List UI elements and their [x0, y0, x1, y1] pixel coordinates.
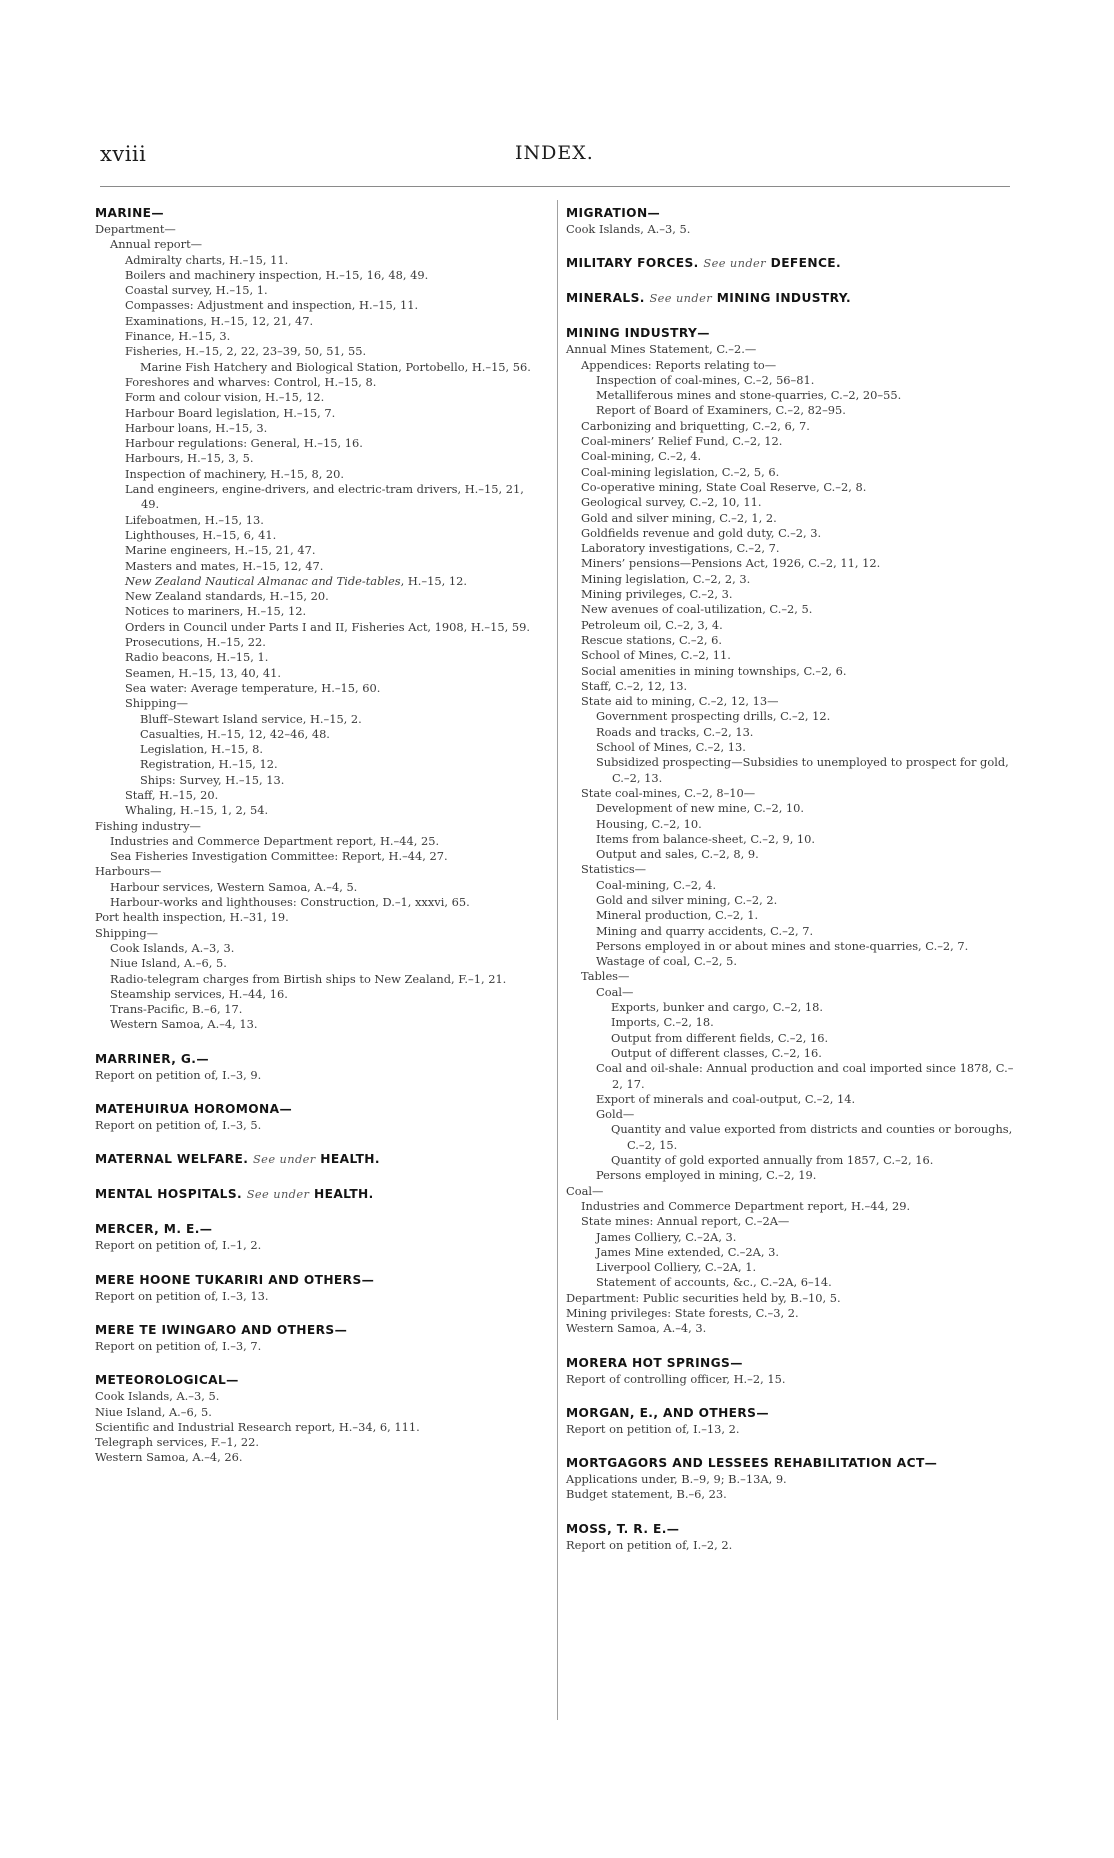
index-line: Harbour loans, H.–15, 3.	[125, 420, 268, 435]
index-line: New Zealand standards, H.–15, 20.	[125, 589, 329, 604]
index-line: Examinations, H.–15, 12, 21, 47.	[125, 313, 314, 328]
entry-heading: MOSS, T. R. E.—	[566, 1521, 680, 1536]
index-line: Boilers and machinery inspection, H.–15, 16, 48, 49.	[125, 267, 429, 282]
index-line: Coal-mining, C.–2, 4.	[596, 877, 717, 892]
index-line: Staff, H.–15, 20.	[125, 787, 219, 802]
index-line: Ships: Survey, H.–15, 13.	[140, 772, 285, 787]
index-line: School of Mines, C.–2, 13.	[596, 740, 746, 755]
index-line: Industries and Commerce Department report, H.–44, 29.	[581, 1198, 911, 1213]
index-line: Petroleum oil, C.–2, 3, 4.	[581, 617, 723, 632]
index-line: Western Samoa, A.–4, 26.	[95, 1450, 243, 1465]
see-under-text: See under	[246, 1187, 310, 1202]
see-target: MINING INDUSTRY.	[716, 291, 851, 306]
index-line: Coastal survey, H.–15, 1.	[125, 283, 268, 298]
index-line: Orders in Council under Parts I and II, Fisheries Act, 1908, H.–15, 59.	[125, 619, 530, 634]
index-line: Niue Island, A.–6, 5.	[95, 1404, 212, 1419]
index-line: Department: Public securities held by, B.–10, 5.	[566, 1290, 841, 1305]
index-line: Harbours, H.–15, 3, 5.	[125, 451, 254, 466]
index-line: Social amenities in mining townships, C.–2, 6.	[581, 663, 847, 678]
index-line: Budget statement, B.–6, 23.	[566, 1487, 727, 1502]
entry-heading: METEOROLOGICAL—	[95, 1373, 239, 1388]
see-target: DEFENCE.	[770, 256, 842, 271]
index-line: Liverpool Colliery, C.–2A, 1.	[596, 1260, 757, 1275]
index-line: Legislation, H.–15, 8.	[140, 742, 264, 757]
index-line: Report of controlling officer, H.–2, 15.	[566, 1371, 786, 1386]
index-line: Marine engineers, H.–15, 21, 47.	[125, 543, 316, 558]
heading-text: MERE TE IWINGARO AND OTHERS	[95, 1322, 335, 1337]
heading-text: METEOROLOGICAL	[95, 1373, 227, 1388]
index-line: Statistics—	[581, 862, 647, 877]
index-line: Goldfields revenue and gold duty, C.–2, 3.	[581, 525, 822, 540]
index-line: Appendices: Reports relating to—	[581, 357, 777, 372]
index-line: Coal—	[596, 984, 634, 999]
index-line: Shipping—	[95, 925, 159, 940]
index-line: Output of different classes, C.–2, 16.	[611, 1045, 822, 1060]
index-line: State mines: Annual report, C.–2A—	[581, 1214, 790, 1229]
index-line: Report on petition of, I.–3, 7.	[95, 1338, 262, 1353]
index-line: Government prospecting drills, C.–2, 12.	[596, 709, 831, 724]
index-entry	[95, 1101, 538, 1133]
index-line: Registration, H.–15, 12.	[140, 757, 278, 772]
page-header	[100, 142, 1010, 182]
entry-heading	[566, 255, 1016, 272]
index-line: Coal and oil-shale: Annual production and coal imported since 1878, C.–2, 17.	[596, 1061, 1014, 1091]
heading-text: MORTGAGORS AND LESSEES REHABILITATION ACT	[566, 1456, 925, 1471]
index-line: Gold and silver mining, C.–2, 1, 2.	[581, 510, 777, 525]
index-line: Gold—	[596, 1107, 635, 1122]
index-entry	[566, 1405, 1016, 1437]
index-line: Mineral production, C.–2, 1.	[596, 908, 759, 923]
index-entry	[566, 290, 1016, 307]
index-line: Seamen, H.–15, 13, 40, 41.	[125, 665, 282, 680]
page-number: xviii	[100, 142, 147, 166]
see-under-text: See under	[252, 1152, 316, 1167]
index-line: New avenues of coal-utilization, C.–2, 5.	[581, 602, 813, 617]
index-line: Bluff–Stewart Island service, H.–15, 2.	[140, 711, 362, 726]
entry-heading: MORTGAGORS AND LESSEES REHABILITATION ACT—	[566, 1456, 938, 1471]
index-line: Report of Board of Examiners, C.–2, 82–95.	[596, 403, 846, 418]
heading-text: MATEHUIRUA HOROMONA	[95, 1102, 280, 1117]
heading-text: MENTAL HOSPITALS.	[95, 1187, 243, 1202]
heading-text: MILITARY FORCES.	[566, 256, 699, 271]
index-line: Staff, C.–2, 12, 13.	[581, 678, 688, 693]
index-line: Report on petition of, I.–3, 5.	[95, 1118, 262, 1133]
heading-text: MORGAN, E., AND OTHERS	[566, 1405, 757, 1420]
index-line: Land engineers, engine-drivers, and electric-tram drivers, H.–15, 21, 49.	[125, 482, 524, 512]
index-line: Western Samoa, A.–4, 13.	[110, 1017, 258, 1032]
index-line: Metalliferous mines and stone-quarries, C.–2, 20–55.	[596, 388, 902, 403]
entry-heading: MATEHUIRUA HOROMONA—	[95, 1102, 293, 1117]
heading-text: MORERA HOT SPRINGS	[566, 1355, 731, 1370]
index-entry	[95, 1051, 538, 1083]
index-line: Scientific and Industrial Research report, H.–34, 6, 111.	[95, 1419, 420, 1434]
index-line: Mining privileges: State forests, C.–3, 2.	[566, 1306, 799, 1320]
entry-heading: MERE HOONE TUKARIRI AND OTHERS—	[95, 1272, 375, 1287]
index-line: Development of new mine, C.–2, 10.	[596, 801, 805, 816]
see-target: HEALTH.	[320, 1152, 380, 1167]
index-entry	[95, 1186, 538, 1203]
index-entry	[95, 1272, 538, 1304]
index-line: Carbonizing and briquetting, C.–2, 6, 7.	[581, 418, 810, 433]
index-line: Harbour regulations: General, H.–15, 16.	[125, 436, 363, 451]
header-rule	[100, 186, 1010, 187]
index-line: Report on petition of, I.–1, 2.	[95, 1238, 262, 1253]
index-line: Prosecutions, H.–15, 22.	[125, 635, 266, 650]
entry-heading	[95, 1151, 538, 1168]
index-line: Mining legislation, C.–2, 2, 3.	[581, 571, 751, 586]
index-line: Sea water: Average temperature, H.–15, 60.	[125, 680, 381, 695]
index-line: James Mine extended, C.–2A, 3.	[596, 1244, 779, 1259]
publication-title: New Zealand Nautical Almanac and Tide-tables	[125, 573, 401, 588]
index-line: Mining privileges, C.–2, 3.	[581, 587, 733, 602]
index-line: Imports, C.–2, 18.	[611, 1015, 714, 1030]
index-line: Port health inspection, H.–31, 19.	[95, 910, 289, 925]
index-entry	[566, 1355, 1016, 1387]
index-line: Miners’ pensions—Pensions Act, 1926, C.–2, 11, 12.	[581, 556, 881, 571]
index-line: Trans-Pacific, B.–6, 17.	[110, 1002, 243, 1017]
index-line: Housing, C.–2, 10.	[596, 816, 702, 831]
index-line: Quantity and value exported from districts and counties or boroughs, C.–2, 15.	[611, 1122, 1013, 1152]
index-line: Foreshores and wharves: Control, H.–15, 8.	[125, 374, 377, 389]
index-line: Fisheries, H.–15, 2, 22, 23–39, 50, 51, 55.	[125, 344, 367, 359]
index-line: Export of minerals and coal-output, C.–2, 14.	[596, 1091, 856, 1106]
entry-heading: MERE TE IWINGARO AND OTHERS—	[95, 1322, 348, 1337]
index-entry	[566, 205, 1016, 237]
index-line: Coal-miners’ Relief Fund, C.–2, 12.	[581, 434, 783, 449]
index-entry	[95, 1372, 538, 1465]
index-line: Radio-telegram charges from Birtish ships to New Zealand, F.–1, 21.	[110, 971, 507, 986]
index-line: Masters and mates, H.–15, 12, 47.	[125, 558, 324, 573]
index-line: Steamship services, H.–44, 16.	[110, 986, 288, 1001]
column-divider	[557, 200, 558, 1720]
index-line: Gold and silver mining, C.–2, 2.	[596, 892, 778, 907]
index-line: Whaling, H.–15, 1, 2, 54.	[125, 803, 269, 818]
index-line: James Colliery, C.–2A, 3.	[596, 1229, 737, 1244]
index-entry	[566, 1521, 1016, 1553]
see-under-text: See under	[649, 291, 713, 306]
heading-text: MATERNAL WELFARE.	[95, 1152, 249, 1167]
index-entry	[566, 1455, 1016, 1503]
index-line: Harbour services, Western Samoa, A.–4, 5.	[110, 879, 358, 894]
index-line: Cook Islands, A.–3, 5.	[95, 1389, 220, 1404]
heading-text: MIGRATION	[566, 206, 648, 220]
index-line: Persons employed in or about mines and stone-quarries, C.–2, 7.	[596, 938, 969, 953]
index-line: Industries and Commerce Department report, H.–44, 25.	[110, 833, 440, 848]
index-line: Tables—	[581, 969, 630, 984]
index-entry	[95, 1151, 538, 1168]
page-title: INDEX.	[515, 142, 594, 164]
index-line: Coal—	[566, 1183, 604, 1198]
index-entry	[566, 255, 1016, 272]
see-target: HEALTH.	[314, 1187, 374, 1202]
index-line: Coal-mining, C.–2, 4.	[581, 449, 702, 464]
index-line: Radio beacons, H.–15, 1.	[125, 650, 269, 665]
left-column	[95, 205, 538, 1484]
heading-text: MERE HOONE TUKARIRI AND OTHERS	[95, 1272, 362, 1287]
index-line: Harbour-works and lighthouses: Construction, D.–1, xxxvi, 65.	[110, 895, 470, 910]
index-line: Geological survey, C.–2, 10, 11.	[581, 495, 762, 510]
index-line: Statement of accounts, &c., C.–2A, 6–14.	[596, 1275, 832, 1290]
index-line: Lifeboatmen, H.–15, 13.	[125, 512, 264, 527]
heading-text: MERCER, M. E.	[95, 1222, 200, 1237]
index-line: Quantity of gold exported annually from 1857, C.–2, 16.	[611, 1153, 934, 1168]
entry-heading: MINING INDUSTRY—	[566, 326, 710, 341]
index-line: Mining and quarry accidents, C.–2, 7.	[596, 923, 814, 938]
index-line: Sea Fisheries Investigation Committee: Report, H.–44, 27.	[110, 849, 448, 864]
index-line: Exports, bunker and cargo, C.–2, 18.	[611, 1000, 823, 1015]
index-line: Annual report—	[110, 237, 203, 252]
entry-heading: MORGAN, E., AND OTHERS—	[566, 1405, 769, 1420]
index-line: Persons employed in mining, C.–2, 19.	[596, 1168, 817, 1183]
index-entry	[95, 1322, 538, 1354]
index-line: Report on petition of, I.–13, 2.	[566, 1421, 740, 1436]
index-line: Harbour Board legislation, H.–15, 7.	[125, 405, 336, 420]
index-line: School of Mines, C.–2, 11.	[581, 648, 731, 663]
index-line: Compasses: Adjustment and inspection, H.–15, 11.	[125, 298, 419, 313]
entry-heading: MARRINER, G.—	[95, 1051, 209, 1066]
index-line: Wastage of coal, C.–2, 5.	[596, 954, 737, 969]
index-line: Finance, H.–15, 3.	[125, 329, 231, 344]
index-line: Lighthouses, H.–15, 6, 41.	[125, 527, 277, 542]
index-line: Output and sales, C.–2, 8, 9.	[596, 847, 759, 862]
index-line: Fishing industry—	[95, 818, 201, 833]
heading-text: MARRINER, G.	[95, 1051, 197, 1066]
entry-heading	[95, 1186, 538, 1203]
index-entry	[95, 205, 538, 1033]
index-line: State aid to mining, C.–2, 12, 13—	[581, 694, 779, 709]
index-line: New Zealand Nautical Almanac and Tide-tables, H.–15, 12.	[125, 573, 467, 588]
index-line: Telegraph services, F.–1, 22.	[95, 1435, 259, 1450]
index-line: Report on petition of, I.–3, 13.	[95, 1288, 269, 1303]
index-line: Coal-mining legislation, C.–2, 5, 6.	[581, 464, 780, 479]
index-line: Roads and tracks, C.–2, 13.	[596, 724, 754, 739]
index-line: Cook Islands, A.–3, 5.	[566, 222, 691, 236]
entry-heading: MIGRATION—	[566, 206, 661, 220]
heading-text: MINERALS.	[566, 291, 645, 306]
index-line: Harbours—	[95, 864, 162, 879]
index-line: Admiralty charts, H.–15, 11.	[125, 252, 289, 267]
heading-text: MARINE	[95, 206, 152, 220]
index-line: Niue Island, A.–6, 5.	[110, 956, 227, 971]
index-line: Inspection of machinery, H.–15, 8, 20.	[125, 466, 345, 481]
index-line: Co-operative mining, State Coal Reserve, C.–2, 8.	[581, 479, 867, 494]
index-line: Shipping—	[125, 696, 189, 711]
index-line: Marine Fish Hatchery and Biological Station, Portobello, H.–15, 56.	[140, 359, 531, 374]
see-under-text: See under	[703, 256, 767, 271]
index-line: Items from balance-sheet, C.–2, 9, 10.	[596, 831, 816, 846]
heading-text: MOSS, T. R. E.	[566, 1521, 667, 1536]
entry-heading: MARINE—	[95, 206, 164, 220]
index-line: Annual Mines Statement, C.–2.—	[566, 342, 757, 357]
index-line: Form and colour vision, H.–15, 12.	[125, 390, 325, 405]
index-line: Applications under, B.–9, 9; B.–13A, 9.	[566, 1472, 787, 1487]
index-entry	[566, 325, 1016, 1336]
index-line: Output from different fields, C.–2, 16.	[611, 1030, 829, 1045]
index-line: Report on petition of, I.–3, 9.	[95, 1067, 262, 1082]
heading-text: MINING INDUSTRY	[566, 326, 698, 341]
right-column	[566, 205, 1016, 1571]
index-line: Subsidized prospecting—Subsidies to unemployed to prospect for gold, C.–2, 13.	[596, 755, 1009, 785]
index-line: State coal-mines, C.–2, 8–10—	[581, 785, 756, 800]
index-line: Cook Islands, A.–3, 3.	[110, 940, 235, 955]
index-line: Report on petition of, I.–2, 2.	[566, 1537, 733, 1552]
index-line: Inspection of coal-mines, C.–2, 56–81.	[596, 372, 815, 387]
index-line: Rescue stations, C.–2, 6.	[581, 632, 722, 647]
entry-heading: MERCER, M. E.—	[95, 1222, 213, 1237]
index-entry	[95, 1221, 538, 1253]
entry-heading: MORERA HOT SPRINGS—	[566, 1355, 743, 1370]
index-line: Casualties, H.–15, 12, 42–46, 48.	[140, 726, 330, 741]
index-line: Notices to mariners, H.–15, 12.	[125, 604, 307, 619]
index-line: Laboratory investigations, C.–2, 7.	[581, 541, 780, 556]
index-line: Department—	[95, 222, 176, 236]
entry-heading	[566, 290, 1016, 307]
index-line: Western Samoa, A.–4, 3.	[566, 1321, 707, 1336]
